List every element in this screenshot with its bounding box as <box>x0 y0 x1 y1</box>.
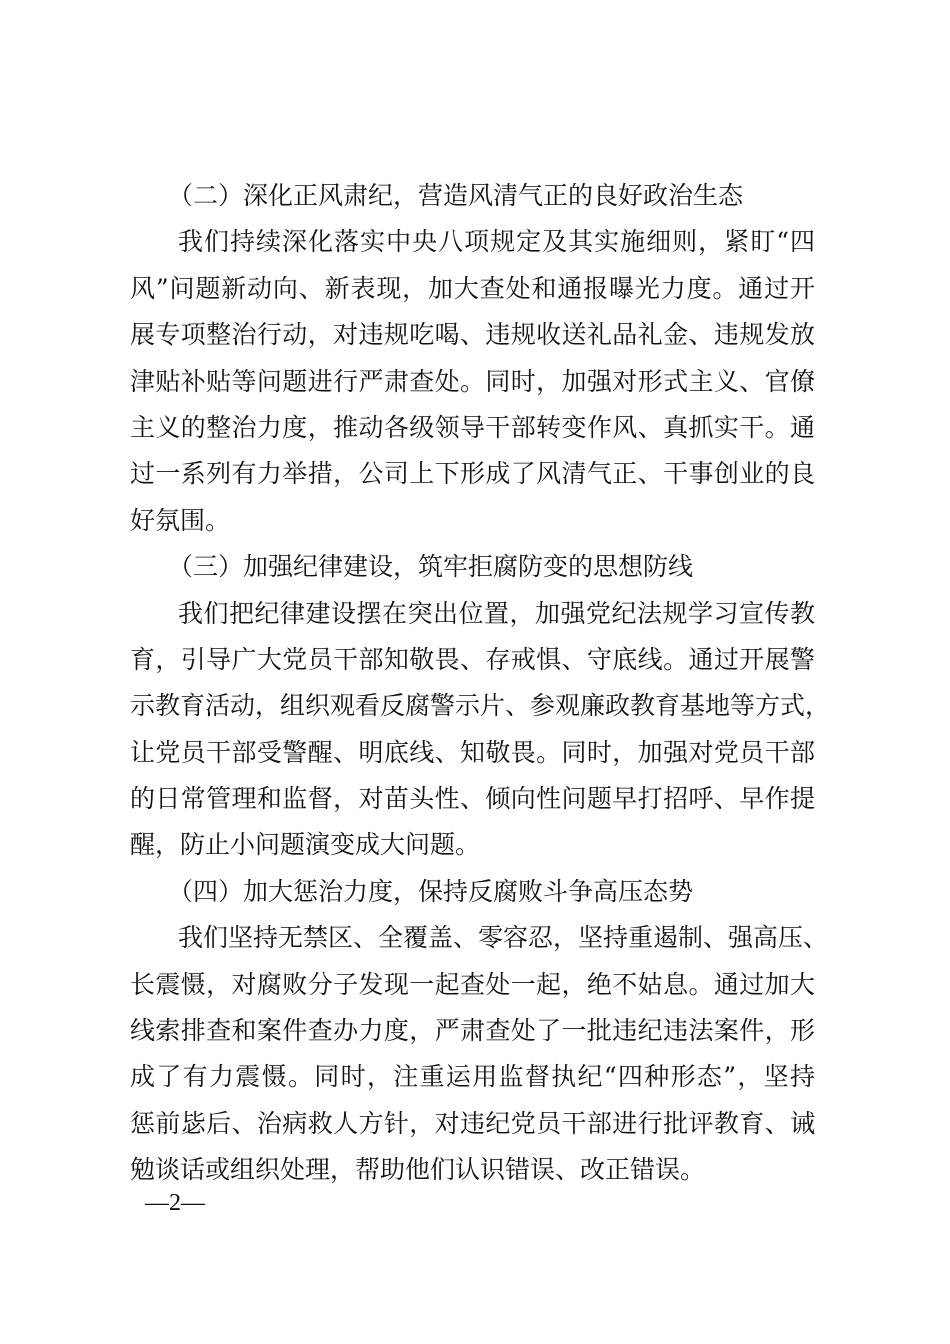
text-line: 津贴补贴等问题进行严肃查处。同时，加强对形式主义、官僚 <box>130 366 815 396</box>
section-heading <box>130 173 815 219</box>
text-line: 示教育活动，组织观看反腐警示片、参观廉政教育基地等方式， <box>130 691 831 721</box>
text-line: 的日常管理和监督，对苗头性、倾向性问题早打招呼、早作提 <box>130 784 815 814</box>
text-line: 我们持续深化落实中央八项规定及其实施细则，紧盯“四 <box>178 227 815 257</box>
text-line: （二）深化正风肃纪，营造风清气正的良好政治生态 <box>168 181 744 210</box>
text-line: 勉谈话或组织处理，帮助他们认识错误、改正错误。 <box>130 1155 706 1185</box>
text-line: 我们把纪律建设摆在突出位置，加强党纪法规学习宣传教 <box>178 598 815 628</box>
text-line: 好氛围。 <box>130 505 231 535</box>
paragraph <box>130 219 815 544</box>
text-line: （四）加大惩治力度，保持反腐败斗争高压态势 <box>168 876 694 906</box>
text-line: 主义的整治力度，推动各级领导干部转变作风、真抓实干。通 <box>130 412 815 442</box>
text-line: 展专项整治行动，对违规吃喝、违规收送礼品礼金、违规发放 <box>130 320 815 350</box>
text-line: 醒，防止小问题演变成大问题。 <box>130 830 481 860</box>
text-line: 成了有力震慑。同时，注重运用监督执纪“四种形态”，坚持 <box>130 1062 815 1092</box>
text-line: 育，引导广大党员干部知敬畏、存戒惧、守底线。通过开展警 <box>130 644 815 674</box>
page-number: —2— <box>145 1190 205 1216</box>
text-line: （三）加强纪律建设，筑牢拒腐防变的思想防线 <box>168 552 694 582</box>
section-heading <box>130 869 815 915</box>
paragraph <box>130 591 831 869</box>
text-line: 线索排查和案件查办力度，严肃查处了一批违纪违法案件，形 <box>130 1016 815 1046</box>
text-line: 风”问题新动向、新表现，加大查处和通报曝光力度。通过开 <box>130 273 815 303</box>
text-line: 过一系列有力举措，公司上下形成了风清气正、干事创业的良 <box>130 459 815 489</box>
paragraph <box>130 915 829 1193</box>
section-heading <box>130 544 815 590</box>
document-body <box>130 173 831 1194</box>
text-line: 惩前毖后、治病救人方针，对违纪党员干部进行批评教育、诫 <box>130 1108 815 1138</box>
text-line: 让党员干部受警醒、明底线、知敬畏。同时，加强对党员干部 <box>130 737 815 767</box>
text-line: 我们坚持无禁区、全覆盖、零容忍，坚持重遏制、强高压、 <box>178 923 829 953</box>
text-line: 长震慑，对腐败分子发现一起查处一起，绝不姑息。通过加大 <box>130 969 815 999</box>
